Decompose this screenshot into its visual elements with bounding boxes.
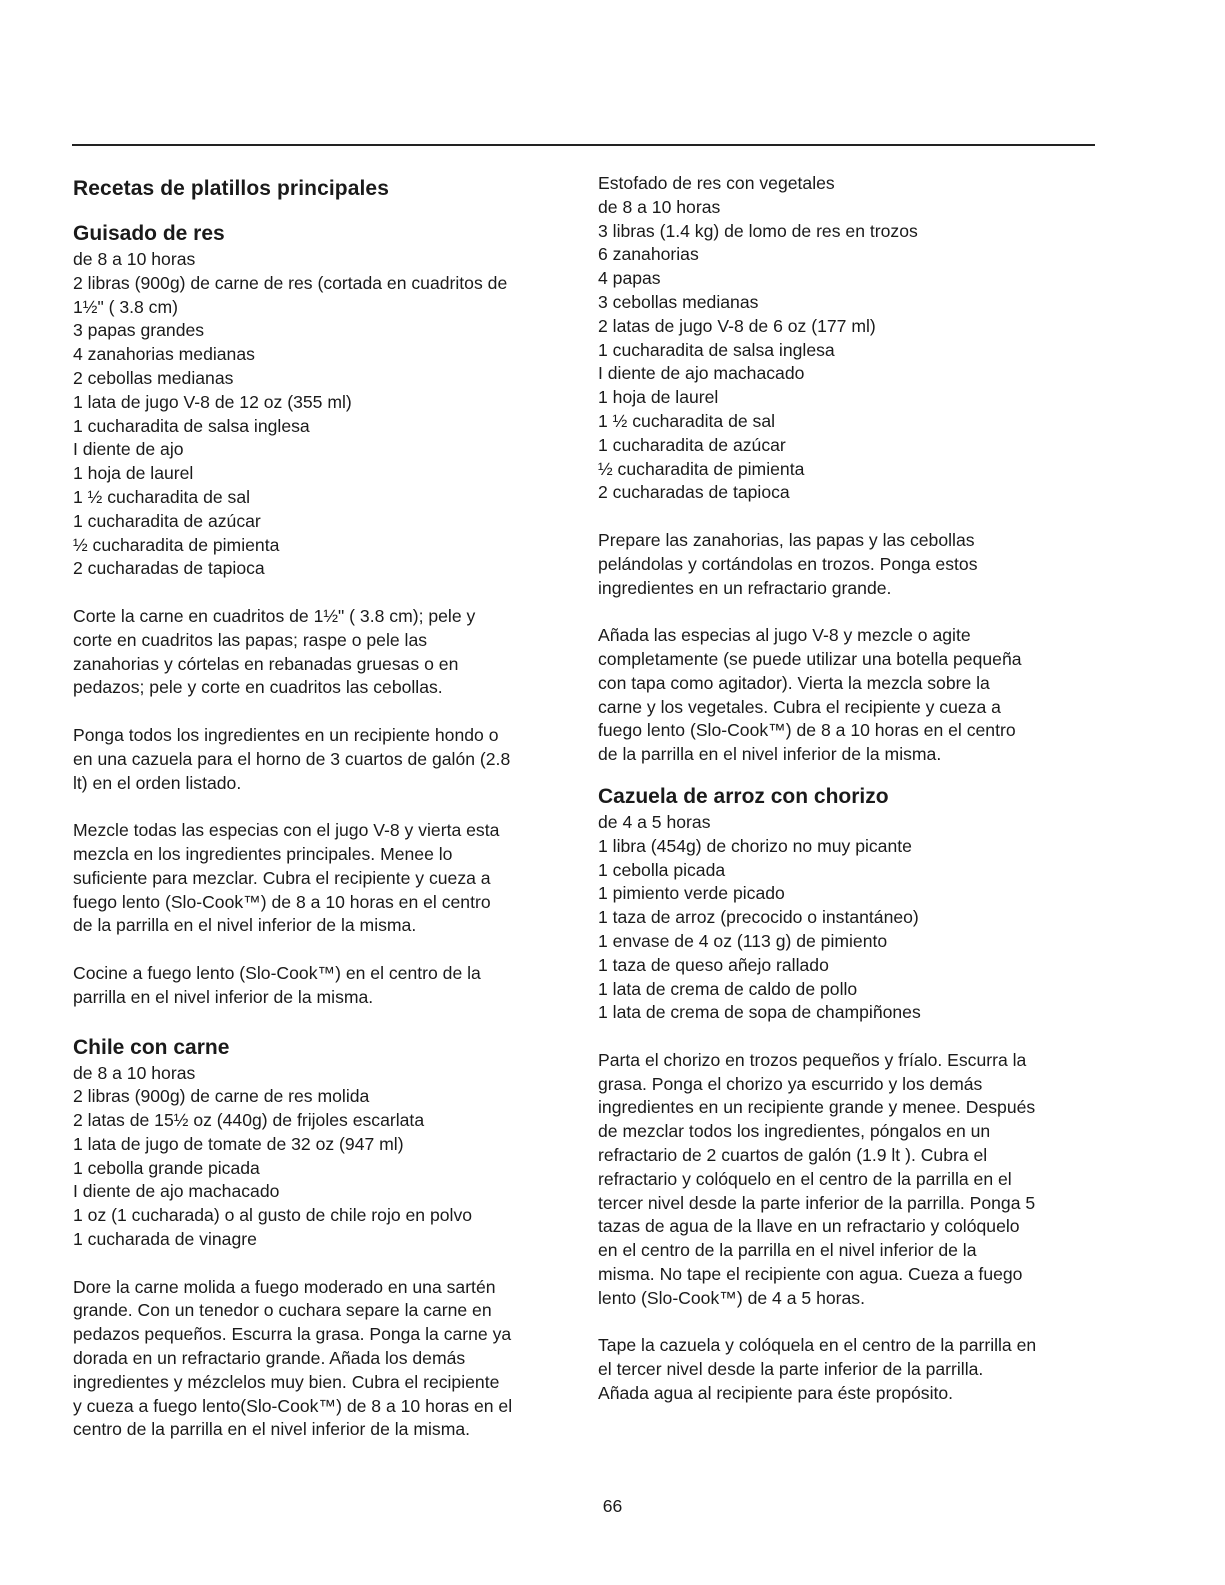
paragraph — [73, 724, 573, 795]
ingredient-line: 3 cebollas medianas — [598, 291, 759, 312]
paragraph-line: pelándolas y cortándolas en trozos. Ponga estos — [598, 553, 978, 574]
ingredient-line: 1 envase de 4 oz (113 g) de pimiento — [598, 930, 888, 951]
paragraph — [598, 1049, 1108, 1311]
ingredient-line: 1 libra (454g) de chorizo no muy picante — [598, 835, 912, 856]
paragraph — [73, 962, 573, 1010]
paragraph-line: de la parrilla en el nivel inferior de la misma. — [598, 744, 942, 765]
paragraph — [598, 1334, 1108, 1405]
paragraph-line: refractario de 2 cuartos de galón (1.9 lt ). Cubra el — [598, 1145, 988, 1166]
ingredient-line: 2 libras (900g) de carne de res (cortada en cuadritos de — [73, 272, 508, 293]
ingredient-line: 2 libras (900g) de carne de res molida — [73, 1086, 370, 1107]
ingredient-line: ½ cucharadita de pimienta — [73, 534, 280, 555]
paragraph-line: Añada agua al recipiente para éste propósito. — [598, 1383, 954, 1404]
paragraph-line: Parta el chorizo en trozos pequeños y fríalo. Escurra la — [598, 1049, 1027, 1070]
paragraph-line: pedazos; pele y corte en cuadritos las cebollas. — [73, 677, 443, 698]
ingredient-line: ½ cucharadita de pimienta — [598, 458, 805, 479]
paragraph-line: dorada en un refractario grande. Añada los demás — [73, 1348, 466, 1369]
ingredient-line: 1 cucharadita de salsa inglesa — [598, 339, 835, 360]
paragraph-line: lt) en el orden listado. — [73, 772, 242, 793]
paragraph-line: y cueza a fuego lento(Slo-Cook™) de 8 a 10 horas en el — [73, 1395, 513, 1416]
ingredient-line: 1 ½ cucharadita de sal — [598, 410, 776, 431]
ingredient-list — [73, 248, 573, 581]
paragraph — [73, 1276, 573, 1443]
ingredient-line: 2 latas de 15½ oz (440g) de frijoles escarlata — [73, 1110, 425, 1131]
paragraph-line: de mezclar todos los ingredientes, póngalos en un — [598, 1121, 991, 1142]
paragraph-line: el tercer nivel desde la parte inferior de la parrilla. — [598, 1359, 984, 1380]
ingredient-line: 1 pimiento verde picado — [598, 883, 785, 904]
ingredient-line: 1 taza de queso añejo rallado — [598, 954, 829, 975]
recipe-title: Chile con carne — [73, 1035, 230, 1059]
ingredient-line: Estofado de res con vegetales — [598, 173, 835, 193]
ingredient-line: 1½" ( 3.8 cm) — [73, 296, 178, 317]
ingredient-line: 1 lata de crema de caldo de pollo — [598, 978, 858, 999]
paragraph-line: corte en cuadritos las papas; raspe o pele las — [73, 629, 428, 650]
left-column — [73, 172, 573, 1442]
ingredient-line: I diente de ajo machacado — [73, 1181, 280, 1202]
ingredient-line: 1 taza de arroz (precocido o instantáneo) — [598, 907, 919, 928]
ingredient-line: 2 cebollas medianas — [73, 367, 234, 388]
ingredient-line: 1 oz (1 cucharada) o al gusto de chile rojo en polvo — [73, 1205, 473, 1226]
paragraph-line: Añada las especias al jugo V-8 y mezcle o agite — [598, 625, 971, 646]
ingredient-line: I diente de ajo machacado — [598, 363, 805, 384]
paragraph-line: Corte la carne en cuadritos de 1½" ( 3.8 cm); pele y — [73, 605, 476, 626]
ingredient-line: 2 latas de jugo V-8 de 6 oz (177 ml) — [598, 315, 876, 336]
paragraph-line: misma. No tape el recipiente con agua. Cueza a fuego — [598, 1264, 1023, 1285]
ingredient-line: 3 libras (1.4 kg) de lomo de res en trozos — [598, 220, 918, 241]
ingredient-line: 3 papas grandes — [73, 320, 205, 341]
ingredient-line: 1 cucharadita de azúcar — [73, 510, 261, 531]
ingredient-line: 1 cucharadita de azúcar — [598, 434, 786, 455]
ingredient-line: 4 papas — [598, 268, 661, 289]
paragraph-line: en el centro de la parrilla en el nivel inferior de la — [598, 1240, 977, 1261]
paragraph-line: tercer nivel desde la parte inferior de la parrilla. Ponga 5 — [598, 1192, 1036, 1213]
ingredient-line: 1 lata de crema de sopa de champiñones — [598, 1002, 921, 1023]
paragraph-line: Ponga todos los ingredientes en un recipiente hondo o — [73, 724, 499, 745]
page-number: 66 — [602, 1496, 623, 1516]
ingredient-line: 1 cebolla picada — [598, 859, 726, 880]
paragraph-line: Dore la carne molida a fuego moderado en una sartén — [73, 1276, 496, 1297]
paragraph-line: grande. Con un tenedor o cuchara separe la carne en — [73, 1300, 492, 1321]
ingredient-list — [73, 1062, 573, 1252]
ingredient-line: I diente de ajo — [73, 439, 184, 460]
recipe-title: Guisado de res — [73, 222, 225, 245]
paragraph-line: centro de la parrilla en el nivel inferior de la misma. — [73, 1419, 471, 1440]
recipe-title: Cazuela de arroz con chorizo — [598, 784, 889, 808]
paragraph — [73, 605, 573, 700]
paragraph-line: grasa. Ponga el chorizo ya escurrido y los demás — [598, 1073, 983, 1094]
recipe-chile — [73, 1034, 573, 1443]
ingredient-line: de 4 a 5 horas — [598, 811, 711, 832]
paragraph — [598, 529, 1108, 600]
instructions — [598, 529, 1108, 767]
instructions — [73, 1276, 573, 1443]
paragraph — [598, 624, 1108, 767]
ingredient-line: 1 lata de jugo V-8 de 12 oz (355 ml) — [73, 391, 352, 412]
paragraph-line: Mezcle todas las especias con el jugo V-8 y vierta esta — [73, 820, 500, 841]
paragraph-line: refractario y colóquelo en el centro de la parrilla en el — [598, 1168, 1012, 1189]
paragraph-line: Tape la cazuela y colóquela en el centro de la parrilla en — [598, 1335, 1037, 1356]
paragraph-line: fuego lento (Slo-Cook™) de 8 a 10 horas en el centro — [598, 720, 1016, 741]
ingredient-list — [598, 172, 1108, 505]
paragraph-line: lento (Slo-Cook™) de 4 a 5 horas. — [598, 1287, 865, 1308]
ingredient-line: 1 cucharada de vinagre — [73, 1229, 257, 1250]
paragraph — [73, 819, 573, 938]
ingredient-line: 1 cucharadita de salsa inglesa — [73, 415, 310, 436]
ingredient-line: 2 cucharadas de tapioca — [598, 482, 790, 503]
ingredient-line: 1 hoja de laurel — [598, 387, 719, 408]
paragraph-line: completamente (se puede utilizar una botella pequeña — [598, 648, 1022, 669]
ingredient-line: 1 cebolla grande picada — [73, 1157, 260, 1178]
paragraph-line: ingredientes en un recipiente grande y menee. Después — [598, 1097, 1036, 1118]
ingredient-line: 6 zanahorias — [598, 244, 699, 265]
paragraph-line: Prepare las zanahorias, las papas y las cebollas — [598, 529, 975, 550]
recipe-cazuela — [598, 783, 1108, 1406]
paragraph-line: tazas de agua de la llave en un refractario y colóquelo — [598, 1216, 1020, 1237]
instructions — [598, 1049, 1108, 1406]
paragraph-line: ingredientes en un refractario grande. — [598, 577, 892, 598]
header-rule — [72, 144, 1095, 146]
paragraph-line: mezcla en los ingredientes principales. Menee lo — [73, 843, 453, 864]
ingredient-line: de 8 a 10 horas — [73, 249, 196, 269]
ingredient-list — [598, 811, 1108, 1025]
ingredient-line: 2 cucharadas de tapioca — [73, 558, 265, 579]
ingredient-line: 1 lata de jugo de tomate de 32 oz (947 ml) — [73, 1133, 404, 1154]
paragraph-line: carne y los vegetales. Cubra el recipiente y cueza a — [598, 696, 1001, 717]
paragraph-line: pedazos pequeños. Escurra la grasa. Ponga la carne ya — [73, 1324, 512, 1345]
paragraph-line: ingredientes y mézclelos muy bien. Cubra el recipiente — [73, 1371, 500, 1392]
paragraph-line: parrilla en el nivel inferior de la misma. — [73, 986, 374, 1007]
paragraph-line: Cocine a fuego lento (Slo-Cook™) en el centro de la — [73, 962, 481, 983]
recipe-estofado — [598, 172, 1108, 767]
paragraph-line: suficiente para mezclar. Cubra el recipiente y cueza a — [73, 867, 491, 888]
ingredient-line: 1 hoja de laurel — [73, 463, 194, 484]
paragraph-line: de la parrilla en el nivel inferior de la misma. — [73, 915, 417, 936]
paragraph-line: con tapa como agitador). Vierta la mezcla sobre la — [598, 672, 990, 693]
ingredient-line: 1 ½ cucharadita de sal — [73, 486, 251, 507]
paragraph-line: fuego lento (Slo-Cook™) de 8 a 10 horas en el centro — [73, 891, 491, 912]
ingredient-line: de 8 a 10 horas — [598, 196, 721, 217]
ingredient-line: de 8 a 10 horas — [73, 1062, 196, 1083]
right-column — [598, 172, 1108, 1406]
paragraph-line: en una cazuela para el horno de 3 cuartos de galón (2.8 — [73, 748, 511, 769]
section-title: Recetas de platillos principales — [73, 177, 389, 200]
ingredient-line: 4 zanahorias medianas — [73, 344, 255, 365]
paragraph-line: zanahorias y córtelas en rebanadas gruesas o en — [73, 653, 459, 674]
recipe-guisado — [73, 220, 573, 1010]
instructions — [73, 605, 573, 1010]
